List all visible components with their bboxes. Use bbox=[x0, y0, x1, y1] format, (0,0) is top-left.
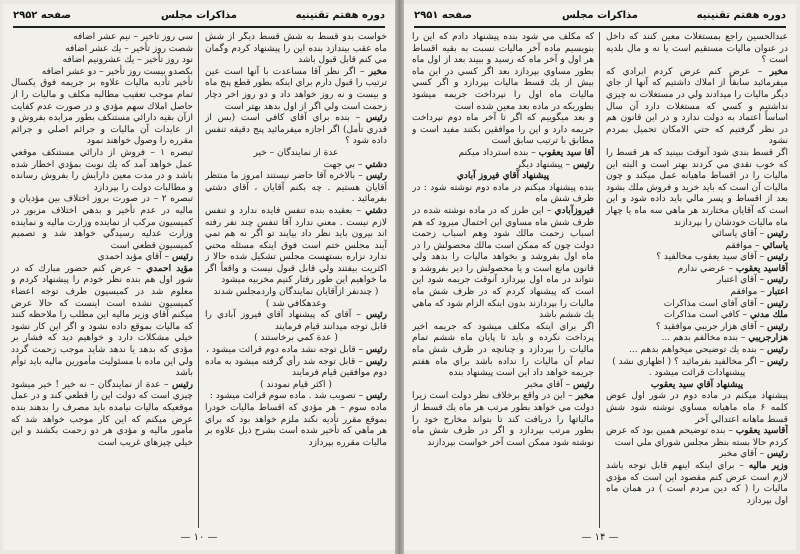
paragraph-text: خواست بدو قسط به شش قسط ديگر از شش ماه عقب بيندازد بنده اين را پيشنهاد كردم وگمان مي كنم قابل قبول باشد bbox=[205, 32, 387, 66]
speaker-name: فيروزآبادي bbox=[554, 205, 594, 216]
paragraph bbox=[606, 148, 788, 229]
paragraph: مخبر – اين در واقع برخلاف نظر دولت است زيرا دولت مي خواهد بطور مرتب هر ماه يك قسط از مالياتها را دريافت كند تا بتواند مخارج خود را بطور مرتب بپردازد و اگر در ظرف شش ماه نوشته شود ممكن است آخر خواست بپردازند bbox=[412, 391, 594, 448]
paragraph-text: تبصره ۲ – در صورت بروز اختلاف بين مؤديان و ماليه در عدم تأخير و بدهي اختلاف مزبور در كميسيون مركب از نماينده وزارت ماليه و نماينده وزارت عدليه رسيدگي خواهد شد و تصميم كميسيون قطعي است bbox=[11, 194, 193, 251]
paragraph-text: عرض كنم عرض كردم ايرادي كه ميفرمائيد سابقاً از املاك داشتيم كه آنها از جاي ديگر ماليات را ميدادند ولي در مستغلات نه چيزي نداشتيم و كسي كه مستغلات دارد آن سال اساساً اعتماد به دولت ندارد و در اين قانون هم در نظر گرفتيم كه حتي الامكان تحميل بمردم نشود bbox=[606, 66, 788, 147]
paragraph-text: بي جهت bbox=[323, 159, 355, 170]
paragraph bbox=[606, 32, 788, 67]
paragraph-text: آقاي مخبر bbox=[718, 449, 757, 460]
paragraph: رئيس – پيشنهاد ديگر bbox=[516, 159, 594, 170]
left-page-right-column bbox=[205, 32, 387, 528]
paragraph-text: آقاي سيد يعقوب مخالفيد ؟ bbox=[656, 252, 757, 263]
paragraph-text: آقاي مؤيد احمدي bbox=[97, 252, 162, 263]
paragraph: دشتي – بي جهت bbox=[323, 159, 387, 170]
paragraph: رئيس – آقاي هزار جريبي موافقيد ؟ bbox=[655, 321, 788, 332]
speaker-name: رئيس bbox=[766, 298, 788, 309]
paragraph-text: موافقم bbox=[730, 287, 758, 298]
paragraph-text: شصت روز تأخير – يك عشر اضافه bbox=[65, 43, 193, 54]
paragraph-text: آقاي اعتبار bbox=[716, 275, 757, 286]
paragraph-text: اگر براي اينكه مكلف ميشود كه جريمه اخير پرداخت نكرده و بايد تا پايان ماه ششم تمام ماليات را بپردازد و چنانچه در ظرف شش ماه تمام آن ماليات را نداده باشد براي ماه هفتم جريمه خواهد داد اين است پيشنهاد بنده bbox=[412, 321, 594, 379]
paragraph bbox=[606, 391, 788, 426]
speaker-name: رئيس bbox=[766, 321, 788, 332]
right-page-columns bbox=[412, 32, 788, 528]
paragraph: رئيس – آقاي اعتبار bbox=[716, 275, 788, 286]
speaker-name: رئيس bbox=[365, 391, 387, 402]
centered-note: ( اكثر قيام نمودند ) bbox=[260, 379, 332, 390]
speaker-name: مخبر bbox=[368, 66, 387, 77]
paragraph: رئيس – بنده يك توضيحي ميخواهم بدهم ... bbox=[629, 345, 788, 356]
paragraph-text: نود روز تأخير – يك عشرونيم اضافه bbox=[62, 55, 193, 66]
speaker-name: رئيس bbox=[572, 379, 594, 390]
paragraph-text: قابل توجه نشد ماده دوم قرائت ميشود ، bbox=[206, 345, 356, 356]
paragraph-text: اگر مخالفيد بفرمائيد ؟ ( اظهاري نشد ) bbox=[612, 356, 757, 367]
left-page bbox=[3, 4, 395, 550]
paragraph-text: بنده يك توضيحي ميخواهم بدهم ... bbox=[629, 345, 757, 356]
left-page-left-column bbox=[11, 32, 193, 528]
speaker-name: آقاسيد يعقوب bbox=[735, 263, 788, 274]
paragraph: هزارجريبي – بنده مخالفم بدهم ... bbox=[661, 333, 788, 344]
paragraph-text: بنده استرداد ميكنم bbox=[458, 147, 529, 158]
paragraph: مؤيد احمدي – عرض كنم حضور مبارك كه در شور اول هم بنده نظر خودم را پيشنهاد كردم و معلوم شد در كميسيون طرف توجه اعضاء كميسيون نشده است اينست كه حالا عرض ميكنم آقاي وزير ماليه اين مطلب را ملاحظه كنند كه ماليات بموقع داده نشود و اگر اين كار نشود خيلي مشكلات دارد و خواهيم ديد كه فشار بر مؤدي كه بدهد يا ندهد شايد موجب زحمت گردد ولي اين ماده با مسئوليت مأمورين ماليه بايد توأم باشد bbox=[11, 263, 193, 379]
paragraph-text: اين در واقع برخلاف نظر دولت است زيرا دولت مي خواهد بطور مرتب هر ماه يك قسط از مالياتها را دريافت كند تا بتواند مخارج خود را بطور مرتب بپردازد و اگر در ظرف شش ماه نوشته شود ممكن است آخر خواست بپردازند bbox=[412, 391, 594, 448]
paragraph-text: اگر نظر آقا مساعدت با آنها است عين ترتيب را قبول دارم براي اينكه بطور قطع پنج ماه و بيست و نه روز خواهد داد و دو روز اخر دچار زحمت است ولي اگر از اول بدهد بهتر است bbox=[205, 66, 387, 112]
speaker-name: رئيس bbox=[365, 356, 387, 367]
paragraph-text: سي روز تأخير – نيم عشر اضافه bbox=[73, 32, 193, 42]
paragraph bbox=[11, 44, 193, 56]
paragraph: رئيس – عدة از نمايندگان – نه خير ! خير ميشود چيزي است كه دولت اين را قطعي كند و در عمل موقعيكه ماليات نيامده بايد مصرف را بدهند بنده عرض ميكنم كه اين كار موجب خواهد شد كه مأمور ماليه و مؤدي هر دو زحمت بكشند و اين خيلي چيزهاي غريب است bbox=[11, 379, 193, 448]
speaker-name: رئيس bbox=[365, 345, 387, 356]
right-page-session: دوره هفتم تقنينيه bbox=[696, 10, 786, 21]
speaker-name: دشتي bbox=[365, 205, 387, 216]
paragraph-text: براي اينكه اينهم قابل توجه باشد لازم است عرض كنم مقصود اين است كه مؤدي ماليات را ( كه دين مردم است ) در همان ماه اول بپردازد bbox=[606, 460, 788, 506]
left-page-footer: — ۱۰ — bbox=[180, 532, 218, 543]
paragraph: آقاسيد يعقوب – عرضي ندارم bbox=[677, 263, 788, 274]
right-page-left-column bbox=[412, 32, 594, 528]
speaker-name: آقاسيد يعقوب bbox=[735, 426, 788, 437]
column-divider bbox=[198, 32, 199, 528]
speaker-name: وزير ماليه bbox=[748, 460, 788, 471]
paragraph: آقا سيد يعقوب – بنده استرداد ميكنم bbox=[458, 147, 594, 158]
paragraph bbox=[11, 32, 193, 44]
speaker-name: رئيس bbox=[766, 345, 788, 356]
paragraph: فيروزآبادي – اين طرز كه در ماده نوشته شده در ظرف شش ماه مساوي اين احتمال ميرود كه هم اسباب زحمت مالك شود وهم اسباب زحمت دولت چون كه ممكن است مالك محصولش را در ماه اول بفروشد و بخواهد ماليات را بدهد ولي قانون مانع است و يا محصولش را دير بفروشد و نتواند در ماه اول بپردازد آنوقت جريمه شود اين است كه پيشنهاد كردم كه در ظرف شش ماه ماليات را بپردازند بدون اينكه الزام شود كه ماهي يك ششم باشد bbox=[412, 205, 594, 321]
paragraph-text: اگر قسط بندي شود آنوقت ببينيد كه هر قسط را كه خوب نقدي مي كردند بهتر است و البته اين ماليات را در اقساط ماهيانه عمل ميكند و چون ماليات آن است كه بايد خريد و فروش ملك بشود بعد از اقساط و پسر مالي بايد داده شود و اين است كه آقايان مختارند هر ماهي سه ماه يا چهار ماه ماليات خودشان را بپردازند bbox=[606, 147, 788, 228]
paragraph-text: آقاي مخبر bbox=[524, 379, 563, 390]
paragraph-text: تصويب شد . ماده سوم قرائت ميشود : bbox=[209, 391, 356, 402]
left-page-header bbox=[13, 10, 385, 28]
paragraph: مخبر – عرض كنم عرض كردم ايرادي كه ميفرمائيد سابقاً از املاك داشتيم كه آنها از جاي ديگر ماليات را ميدادند ولي در مستغلات نه چيزي نداشتيم و كسي كه مستغلات دارد آن سال اساساً اعتماد به دولت ندارد و در اين قانون هم در نظر گرفتيم كه حتي الامكان تحميل بمردم نشود bbox=[606, 66, 788, 147]
book-gutter bbox=[395, 0, 404, 554]
paragraph bbox=[412, 113, 594, 148]
paragraph-text: بنده براي آقاي كافي است (بس از قدري تأمل) اگر اجازه ميفرمائيد پنج دقيقه تنفس داده شود ؟ bbox=[205, 113, 387, 147]
paragraph bbox=[11, 194, 193, 252]
paragraph: رئيس – بالاخره آقا حاضر نيستند امروز ما منتظر آقايان هستيم . چه بكنم آقايان ، آقاي دشتي بفرمائيد . bbox=[205, 171, 387, 205]
paragraph: رئيس – بنده براي آقاي كافي است (بس از قدري تأمل) اگر اجازه ميفرمائيد پنج دقيقه تنفس داده شود ؟ bbox=[205, 113, 387, 147]
paragraph bbox=[205, 32, 387, 67]
speaker-name: مخبر bbox=[575, 391, 594, 402]
left-page-session: دوره هفتم تقنينيه bbox=[295, 10, 385, 21]
paragraph-text: عرضي ندارم bbox=[677, 263, 726, 274]
paragraph-text: تبصره ۱ – فروش از دارائي مستنكف موقعي عمل خواهد آمد كه يك نوبت بمؤدي اخطار شده باشد و در مدت معين دارايش را بفروش رسانده و مطالبات دولت را بپردازد bbox=[11, 147, 193, 193]
left-page-number: صفحه ۲۹۵۲ bbox=[13, 10, 72, 21]
speaker-name: ياسائي bbox=[762, 240, 788, 251]
paragraph-text: بنده پيشنهاد ميكنم در ماده دوم نوشته شود : در ظرف شش ماه bbox=[412, 182, 594, 205]
speaker-name: رئيس bbox=[171, 379, 193, 390]
paragraph: آقاسيد يعقوب – بنده توضيحم همين بود كه عرض كردم حالا بسته بنظر مجلس شوراي ملي است bbox=[606, 426, 788, 448]
speaker-name: اعتبار bbox=[767, 287, 788, 298]
paragraph: رئيس – آقاي ياسائي bbox=[711, 229, 788, 240]
right-page bbox=[404, 4, 796, 550]
speaker-name: آقا سيد يعقوب bbox=[538, 147, 594, 158]
paragraph-text: پيشنهاد ديگر bbox=[516, 159, 563, 170]
right-page-footer: — ۱۴ — bbox=[581, 532, 619, 543]
paragraph-text: موافقم bbox=[725, 240, 753, 251]
paragraph: رئيس – آقاي كه پيشنهاد آقاي فيروز آبادي را قابل توجه ميدانند قيام فرمايند bbox=[205, 310, 387, 332]
speaker-name: رئيس bbox=[365, 310, 387, 321]
speaker-name: رئيس bbox=[572, 159, 594, 170]
paragraph: رئيس – آقاي سيد يعقوب مخالفيد ؟ bbox=[656, 252, 788, 263]
paragraph-text: آقاي آفاي است مذاكرات bbox=[663, 298, 757, 309]
right-page-right-column bbox=[606, 32, 788, 528]
speaker-name: رئيس bbox=[171, 252, 193, 263]
right-page-title: مذاكرات مجلس bbox=[561, 10, 638, 21]
paragraph: رئيس – تصويب شد . ماده سوم قرائت ميشود : bbox=[209, 391, 387, 402]
centered-note: پيشنهاد آقاي سيد يعقوب bbox=[650, 379, 744, 390]
paragraph: دشتي – بعقيده بنده تنفس فايده ندارد و تنفس لازم نيست . معني ندارد آقا تنفس چند نفر رفته اند بيرون بايد نظر داد بيايند تو اگر نه هم تمي آيند مجلس ختم است فوق اينكه مسئله محني ندارد نزاره بستهست مجلس تشكيل شده حالا ز اكثريت بيفتند ولي قابل قبول نيست و واقعاً اگر ما خواهيم اين طور رفتار كنيم مخربيه ميشود bbox=[205, 205, 387, 286]
paragraph bbox=[11, 67, 193, 79]
left-page-title: مذاكرات مجلس bbox=[160, 10, 237, 21]
speaker-name: ملك مدني bbox=[749, 310, 788, 321]
column-divider bbox=[599, 32, 600, 528]
centered-note: ( عدة كمي برخاستند ) bbox=[254, 333, 338, 344]
paragraph: رئيس – آقاي مخبر bbox=[524, 379, 594, 390]
paragraph bbox=[412, 183, 594, 206]
centered-note: ( چندنفر ازآقايان نمايندگان واردمجلس شدند وعدهكافي شد ) bbox=[213, 287, 379, 309]
paragraph-text: آقاي كه پيشنهاد آقاي فيروز آبادي را قابل توجه ميدانند قيام فرمايند bbox=[205, 310, 387, 332]
paragraph: وزير ماليه – براي اينكه اينهم قابل توجه باشد لازم است عرض كنم مقصود اين است كه مؤدي ماليات را ( كه دين مردم است ) در همان ماه اول بپردازد bbox=[606, 460, 788, 506]
speaker-name: رئيس bbox=[766, 356, 788, 367]
paragraph-text: كه مكلف مي شود بنده پيشنهاد دادم كه اين را بنويسيم ماده آخر ماليات نسبت به بقيه اقساط هر اول و آخر ماه كه رسيد و ببيند بعد از اول ماه بطور مساوي بپردازد بعد اگر كسي در اين ماه بيش از يك قسط ماليات بپردازد و اگر كسي ماليات ماه اول را نپرداخت جريمه ميشود بطوريكه در ماده بعد معين شده است bbox=[412, 32, 594, 112]
left-page-columns bbox=[11, 32, 387, 528]
paragraph bbox=[11, 78, 193, 148]
speaker-name: مؤيد احمدي bbox=[146, 263, 193, 274]
speaker-name: مخبر bbox=[769, 66, 788, 77]
paragraph-text: بالاخره آقا حاضر نيستند امروز ما منتظر آقايان هستيم . چه بكنم آقايان ، آقاي دشتي بفرمائيد . bbox=[205, 171, 387, 205]
speaker-name: رئيس bbox=[766, 229, 788, 240]
paragraph-text: قابل توجه شد رأي گرفته ميشود به ماده دوم موافقين قيام فرمايند bbox=[205, 356, 387, 379]
paragraph-text: ماده سوم – هر مؤدي كه اقساط ماليات خودرا بموقع مقرر تأديه نكند ملزم خواهد بود كه براي هر ماهي كه تأخير شده است بشرح ذيل علاوه بر ماليات مقرره بپردازد bbox=[205, 403, 387, 448]
paragraph-text: پيشنهاد ميكنم در ماده دوم در شور اول عوض كلمه ۶ ماه ماهيانه مساوي نوشته شود شش قسط ماهانه اعتدالي آخر bbox=[606, 391, 788, 425]
paragraph-text: اين طرز كه در ماده نوشته شده در ظرف شش ماه مساوي اين احتمال ميرود كه هم اسباب زحمت مالك شود وهم اسباب زحمت دولت چون كه ممكن است مالك محصولش را در ماه اول بفروشد و بخواهد ماليات را بدهد ولي قانون مانع است و يا محصولش را دير بفروشد و نتواند در ماه اول بپردازد آنوقت جريمه شود اين است كه پيشنهاد كردم كه در ظرف شش ماه ماليات را بپردازند بدون اينكه الزام شود كه ماهي يك ششم باشد bbox=[412, 205, 594, 321]
paragraph-text: عرض كنم حضور مبارك كه در شور اول هم بنده نظر خودم را پيشنهاد كردم و معلوم شد در كميسيون طرف توجه اعضاء كميسيون نشده است اينست كه حالا عرض ميكنم آقاي وزير ماليه اين مطلب را ملاحظه كنند كه ماليات بموقع داده نشود و اگر اين كار نشود خيلي مشكلات دارد و خواهيم ديد كه فشار بر مؤدي كه بدهد يا ندهد شايد موجب زحمت گردد ولي اين ماده با مسئوليت مأمورين ماليه بايد توأم باشد bbox=[11, 263, 193, 379]
speaker-name: رئيس bbox=[766, 275, 788, 286]
paragraph bbox=[412, 322, 594, 380]
paragraph bbox=[412, 32, 594, 113]
right-page-header bbox=[414, 10, 786, 28]
paragraph: رئيس – قابل توجه نشد ماده دوم قرائت ميشود ، bbox=[206, 345, 387, 356]
paragraph: رئيس – اگر مخالفيد بفرمائيد ؟ ( اظهاري نشد ) bbox=[612, 356, 788, 367]
paragraph-text: و بعد ميگوييم كه اگر تا آخر ماه دوم نپرداخت جريمه دارد و اين را موافقين بكنند مفيد است و مطابق با ترتيب سابق است bbox=[412, 113, 594, 147]
speaker-name: رئيس bbox=[766, 449, 788, 460]
paragraph: رئيس – آقاي مؤيد احمدي bbox=[97, 252, 193, 263]
paragraph-text: بعقيده بنده تنفس فايده ندارد و تنفس لازم نيست . معني ندارد آقا تنفس چند نفر رفته اند بيرون بايد نظر داد بيايند تو اگر نه هم تمي آيند مجلس ختم است فوق اينكه مسئله محني ندارد نزاره بستهست مجلس تشكيل شده حالا ز اكثريت بيفتند ولي قابل قبول نيست و واقعاً اگر ما خواهيم اين طور رفتار كنيم مخربيه ميشود bbox=[205, 205, 387, 286]
speaker-name: رئيس bbox=[766, 252, 788, 263]
paragraph-text: آقاي هزار جريبي موافقيد ؟ bbox=[655, 321, 757, 332]
paragraph-text: عبدالحسين راجع بمستغلات معين كنند كه داخل در عنوان ماليات مستقيم است يا نه و مال بلديه است ؟ bbox=[606, 32, 788, 66]
paragraph-text: آقاي ياسائي bbox=[711, 229, 757, 240]
paragraph: ياسائي – موافقم bbox=[725, 240, 788, 251]
paragraph-text: تأخير تأديه ماليات علاوه بر جريمه فوق يكسال تمام موجب تعقيب مطالبه مكلف و ماليات را از حاصل املاك سهم مؤدي و در صورت عدم كفايت ازآن بقيه دارائي مستنكف بطور مزايده بفروش و از عايدات آن ماليات و جرائم اصلي و جرائم مقرره را وصول خواهند نمود bbox=[11, 78, 193, 147]
paragraph-text: كافي است مذاكرات bbox=[663, 310, 740, 321]
paragraph: اعتبار – موافقم bbox=[730, 287, 788, 298]
speaker-name: دشتي bbox=[365, 159, 387, 170]
paragraph-text: بنده مخالفم بدهم ... bbox=[661, 333, 738, 344]
paragraph bbox=[11, 148, 193, 194]
paragraph: رئيس – قابل توجه شد رأي گرفته ميشود به ماده دوم موافقين قيام فرمايند bbox=[205, 356, 387, 379]
speaker-name: هزارجريبي bbox=[748, 333, 788, 344]
paragraph bbox=[11, 55, 193, 67]
paragraph: رئيس – آقاي آفاي است مذاكرات bbox=[663, 298, 788, 309]
centered-note: پيشنهاد آقاي فيروز آبادي bbox=[456, 171, 550, 182]
paragraph: رئيس – آقاي مخبر bbox=[718, 449, 788, 460]
paragraph-text: بكصدو بيست روز تأخير – دو عشر اضافه bbox=[41, 66, 193, 77]
paragraph bbox=[205, 403, 387, 449]
speaker-name: رئيس bbox=[365, 171, 387, 182]
centered-note: پيشنهادات قرائت ميشود . bbox=[648, 368, 746, 379]
paragraph-text: عدة از نمايندگان – نه خير ! خير ميشود چيزي است كه دولت اين را قطعي كند و در عمل موقعيكه ماليات نيامده بايد مصرف را بدهند بنده عرض ميكنم كه اين كار موجب خواهد شد كه مأمور ماليه و مؤدي هر دو زحمت بكشند و اين خيلي چيزهاي غريب است bbox=[11, 379, 193, 448]
paragraph: ملك مدني – كافي است مذاكرات bbox=[663, 310, 788, 321]
right-page-number: صفحه ۲۹۵۱ bbox=[414, 10, 473, 21]
speaker-name: رئيس bbox=[365, 113, 387, 124]
paragraph: مخبر – اگر نظر آقا مساعدت با آنها است عين ترتيب را قبول دارم براي اينكه بطور قطع پنج ماه و بيست و نه روز خواهد داد و دو روز اخر دچار زحمت است ولي اگر از اول بدهد بهتر است bbox=[205, 66, 387, 112]
paragraph-text: بنده توضيحم همين بود كه عرض كردم حالا بسته بنظر مجلس شوراي ملي است bbox=[606, 426, 788, 448]
centered-note: عدة از نمايندگان – خير bbox=[253, 147, 339, 158]
